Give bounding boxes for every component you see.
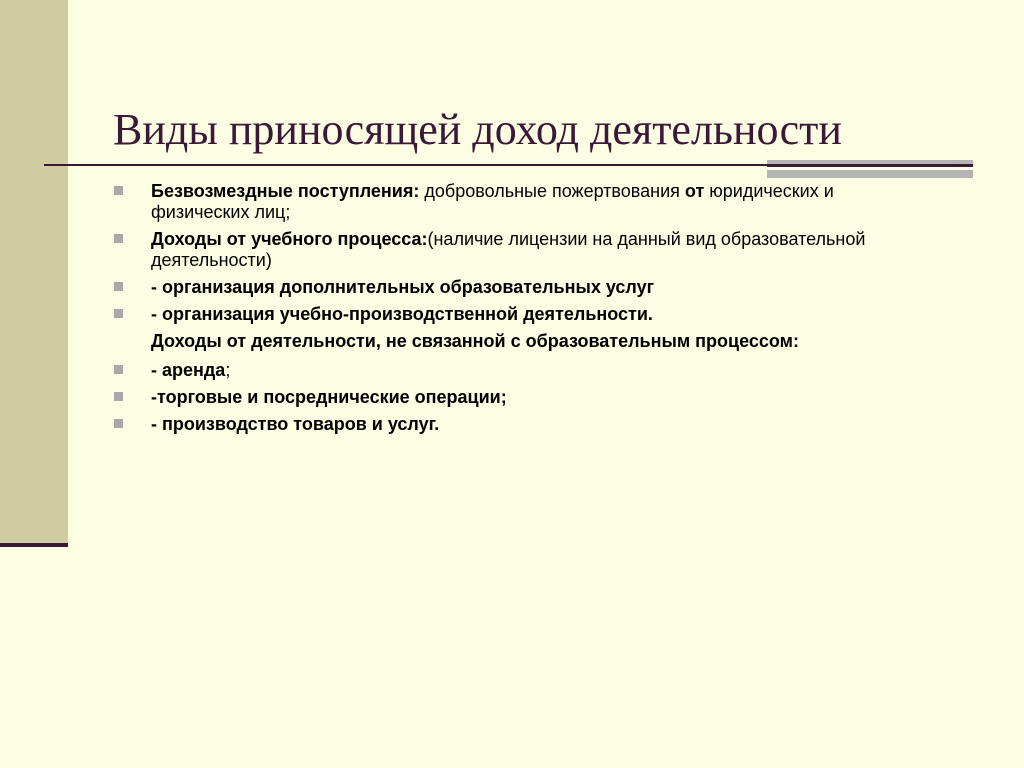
bullet-item <box>112 277 872 298</box>
bullet-text-bold: Доходы от учебного процесса: <box>151 229 428 249</box>
bullet-item <box>112 181 872 223</box>
left-decorative-band <box>0 0 68 545</box>
bullet-square-icon <box>114 392 123 401</box>
bullet-text: юридических и физических лиц; <box>151 181 834 222</box>
bullet-text: (наличие лицензии на данный вид образовательной деятельности) <box>151 229 866 270</box>
bullet-square-icon <box>114 309 123 318</box>
bullet-list <box>112 181 872 441</box>
bullet-square-icon <box>114 234 123 243</box>
left-band-bottom-line <box>0 543 68 547</box>
bullet-text-bold: Доходы от деятельности, не связанной с образовательным процессом: <box>151 331 799 351</box>
bullet-text-bold: - производство товаров и услуг. <box>151 414 440 434</box>
bullet-item <box>112 414 872 435</box>
bullet-item <box>112 387 872 408</box>
bullet-text-bold: Безвозмездные поступления: <box>151 181 425 201</box>
title-underline-rule-right <box>767 164 973 167</box>
bullet-text: добровольные пожертвования <box>424 181 685 201</box>
bullet-square-icon <box>114 419 123 428</box>
bullet-item <box>112 304 872 325</box>
bullet-text-bold: -торговые и посреднические операции; <box>151 387 507 407</box>
bullet-item <box>112 360 872 381</box>
bullet-text-bold: - аренда <box>151 360 226 380</box>
bullet-square-icon <box>114 186 123 195</box>
title-rule-gray-bottom <box>767 170 973 178</box>
bullet-item <box>112 229 872 271</box>
bullet-square-icon <box>114 282 123 291</box>
bullet-text-bold: от <box>684 181 705 201</box>
slide-title: Виды приносящей доход деятельности <box>113 105 842 154</box>
bullet-square-icon <box>114 365 123 374</box>
bullet-text: ; <box>225 360 231 380</box>
bullet-text-bold: - организация учебно-производственной деятельности. <box>151 304 653 324</box>
bullet-text-bold: - организация дополнительных образовательных услуг <box>151 277 655 297</box>
title-underline-rule <box>44 164 774 166</box>
bullet-item <box>112 331 872 352</box>
